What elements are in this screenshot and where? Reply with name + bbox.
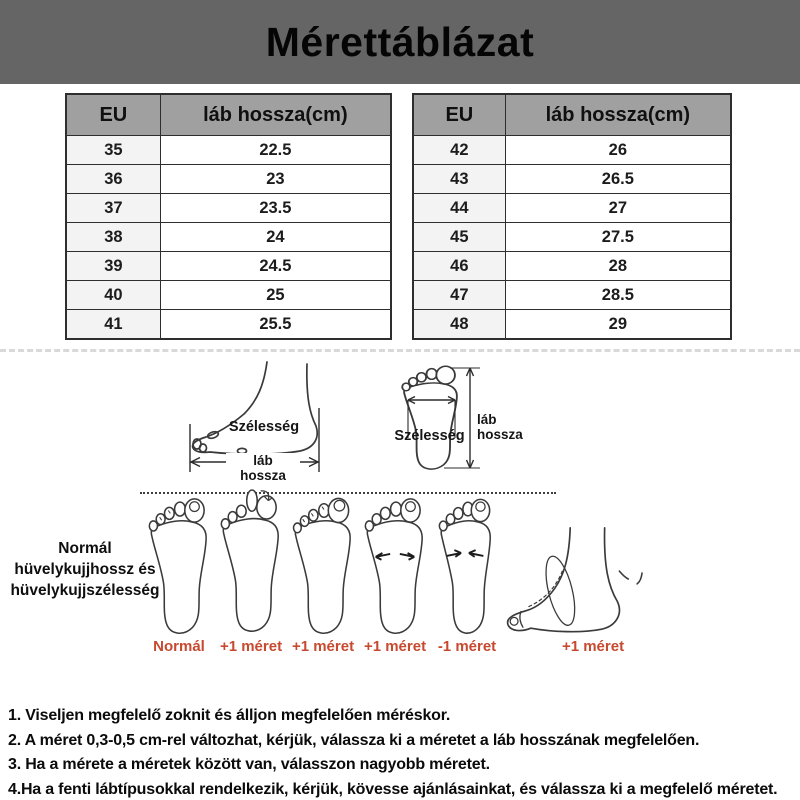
foot-sole-illustration [436,496,494,639]
foot-length: 29 [505,310,731,340]
dashed-divider [0,349,800,352]
foot-type-verdict: +1 méret [291,638,355,655]
foot-length: 24 [160,223,391,252]
foot-type-intro-label: Normál hüvelykujjhossz és hüvelykujjszélesség [10,540,160,599]
table-row [66,194,391,223]
foot-length: 25.5 [160,310,391,340]
side-foot-girth-illustration [500,516,665,640]
top-foot-diagram [398,356,488,478]
foot-type-verdict: Normál [153,638,205,655]
table-row [66,310,391,340]
eu-size: 38 [66,223,160,252]
eu-size: 48 [413,310,505,340]
eu-size: 42 [413,136,505,165]
table-row [413,194,731,223]
title-banner [0,0,800,84]
foot-length: 23.5 [160,194,391,223]
foot-sole-illustration [292,496,354,639]
eu-size: 39 [66,252,160,281]
column-header-length: láb hossza(cm) [505,94,731,136]
foot-length: 27 [505,194,731,223]
foot-length: 28.5 [505,281,731,310]
table-row [66,165,391,194]
table-row [413,136,731,165]
foot-type-big-toe [292,496,354,639]
table-header-row [66,94,391,136]
foot-length: 27.5 [505,223,731,252]
foot-sole-illustration [220,489,282,637]
eu-size: 45 [413,223,505,252]
eu-size: 40 [66,281,160,310]
foot-type-high-instep [500,516,665,640]
table-row [66,281,391,310]
table-header-row [413,94,731,136]
size-table-left [65,93,392,340]
size-table-right [412,93,732,340]
eu-size: 44 [413,194,505,223]
table-row [413,310,731,340]
eu-size: 43 [413,165,505,194]
foot-length: 26 [505,136,731,165]
table-row [413,252,731,281]
table-row [413,223,731,252]
side-length-label: láb hossza [226,453,300,483]
foot-sole-illustration [148,496,210,639]
page-title: Mérettáblázat [265,18,535,65]
foot-sole-illustration [364,496,426,639]
foot-type-long-second-toe [220,489,282,637]
note-line: 2. A méret 0,3-0,5 cm-rel változhat, kérjük, válassza ki a méretet a láb hosszának megfelelően. [8,731,700,749]
foot-type-narrow [436,496,494,639]
foot-type-wide [364,496,426,639]
top-foot-illustration [398,356,488,478]
foot-length: 28 [505,252,731,281]
top-width-label: Szélesség [394,428,465,444]
eu-size: 36 [66,165,160,194]
table-row [66,252,391,281]
column-header-length: láb hossza(cm) [160,94,391,136]
top-length-label: láb hossza [477,412,523,442]
foot-length: 26.5 [505,165,731,194]
eu-size: 47 [413,281,505,310]
eu-size: 37 [66,194,160,223]
eu-size: 41 [66,310,160,340]
foot-length: 22.5 [160,136,391,165]
column-header-eu: EU [66,94,160,136]
foot-length: 24.5 [160,252,391,281]
note-line: 3. Ha a mérete a méretek között van, válasszon nagyobb méretet. [8,756,490,773]
table-row [66,136,391,165]
foot-type-verdict: +1 méret [363,638,427,655]
foot-length: 25 [160,281,391,310]
foot-type-verdict: -1 méret [437,638,497,655]
foot-type-verdict: +1 méret [561,638,625,655]
notes-section [8,704,796,800]
foot-type-normal [148,496,210,639]
note-line: 1. Viseljen megfelelő zoknit és álljon megfelelően méréskor. [8,707,451,724]
table-row [66,223,391,252]
foot-length: 23 [160,165,391,194]
eu-size: 46 [413,252,505,281]
foot-type-verdict: +1 méret [219,638,283,655]
side-width-label: Szélesség [228,419,300,435]
note-line: 4.Ha a fenti lábtípusokkal rendelkezik, kérjük, kövesse ajánlásainkat, és válassza ki a megfelelő méretet. [8,780,778,798]
toe-baseline-dotted-line [140,492,556,494]
column-header-eu: EU [413,94,505,136]
table-row [413,281,731,310]
eu-size: 35 [66,136,160,165]
table-row [413,165,731,194]
